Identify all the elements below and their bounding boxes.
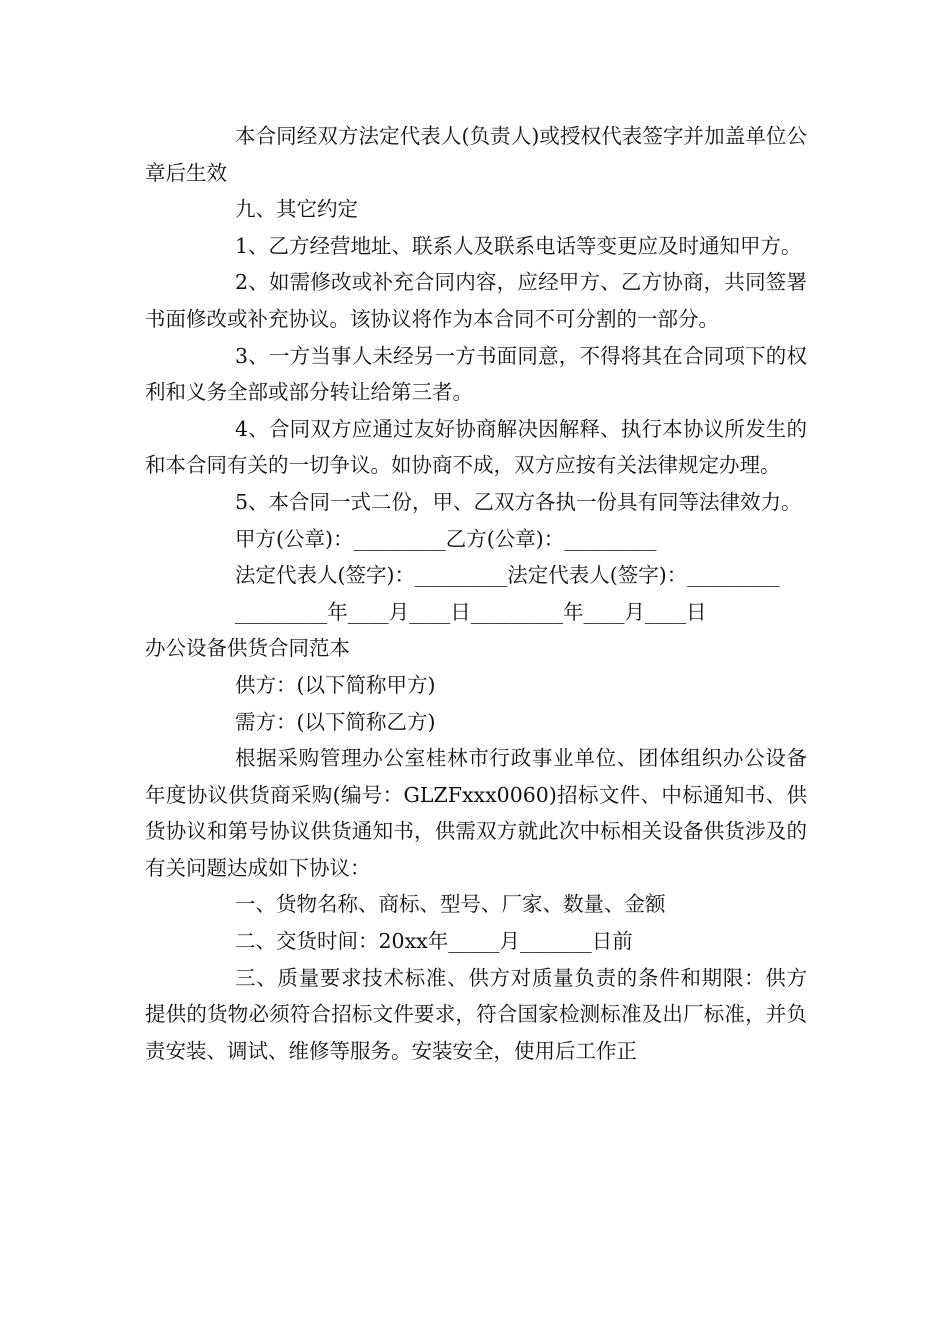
document-body [145,118,807,1069]
clause-3: 3、一方当事人未经另一方书面同意，不得将其在合同项下的权利和义务全部或部分转让给第三者。 [145,343,807,405]
paragraph-contract-effective: 本合同经双方法定代表人(负责人)或授权代表签字并加盖单位公章后生效 [145,124,807,185]
clause-1: 1、乙方经营地址、联系人及联系电话等变更应及时通知甲方。 [235,233,802,258]
article-1-goods: 一、货物名称、商标、型号、厂家、数量、金额 [235,892,666,917]
supplier-party: 供方：(以下简称甲方) [235,672,436,697]
preamble-paragraph: 根据采购管理办公室桂林市行政事业单位、团体组织办公设备年度协议供货商采购(编号：GLZFxxx0060)招标文件、中标通知书、供货协议和第号协议供货通知书，供需双方就此次中标相关设备供货涉及的有关问题达成如下协议： [145,746,807,880]
clause-2: 2、如需修改或补充合同内容，应经甲方、乙方协商，共同签署书面修改或补充协议。该协议将作为本合同不可分割的一部分。 [145,270,807,331]
document-title: 办公设备供货合同范本 [145,636,350,661]
section-heading-other-agreements: 九、其它约定 [235,197,358,222]
signature-seal-line: 甲方(公章)：_________乙方(公章)：_________ [235,526,657,551]
signature-representative-line: 法定代表人(签字)：_________法定代表人(签字)：_________ [235,563,780,588]
signature-date-line: _________年____月____日_________年____月____日 [235,599,707,624]
article-2-delivery-time: 二、交货时间：20xx年_____月_______日前 [235,929,633,954]
article-3-quality: 三、质量要求技术标准、供方对质量负责的条件和期限：供方提供的货物必须符合招标文件要求，符合国家检测标准及出厂标准，并负责安装、调试、维修等服务。安装安全，使用后工作正 [145,965,807,1063]
clause-4: 4、合同双方应通过友好协商解决因解释、执行本协议所发生的和本合同有关的一切争议。如协商不成，双方应按有关法律规定办理。 [145,416,807,478]
clause-5: 5、本合同一式二份，甲、乙双方各执一份具有同等法律效力。 [235,489,802,514]
buyer-party: 需方：(以下简称乙方) [235,709,436,734]
